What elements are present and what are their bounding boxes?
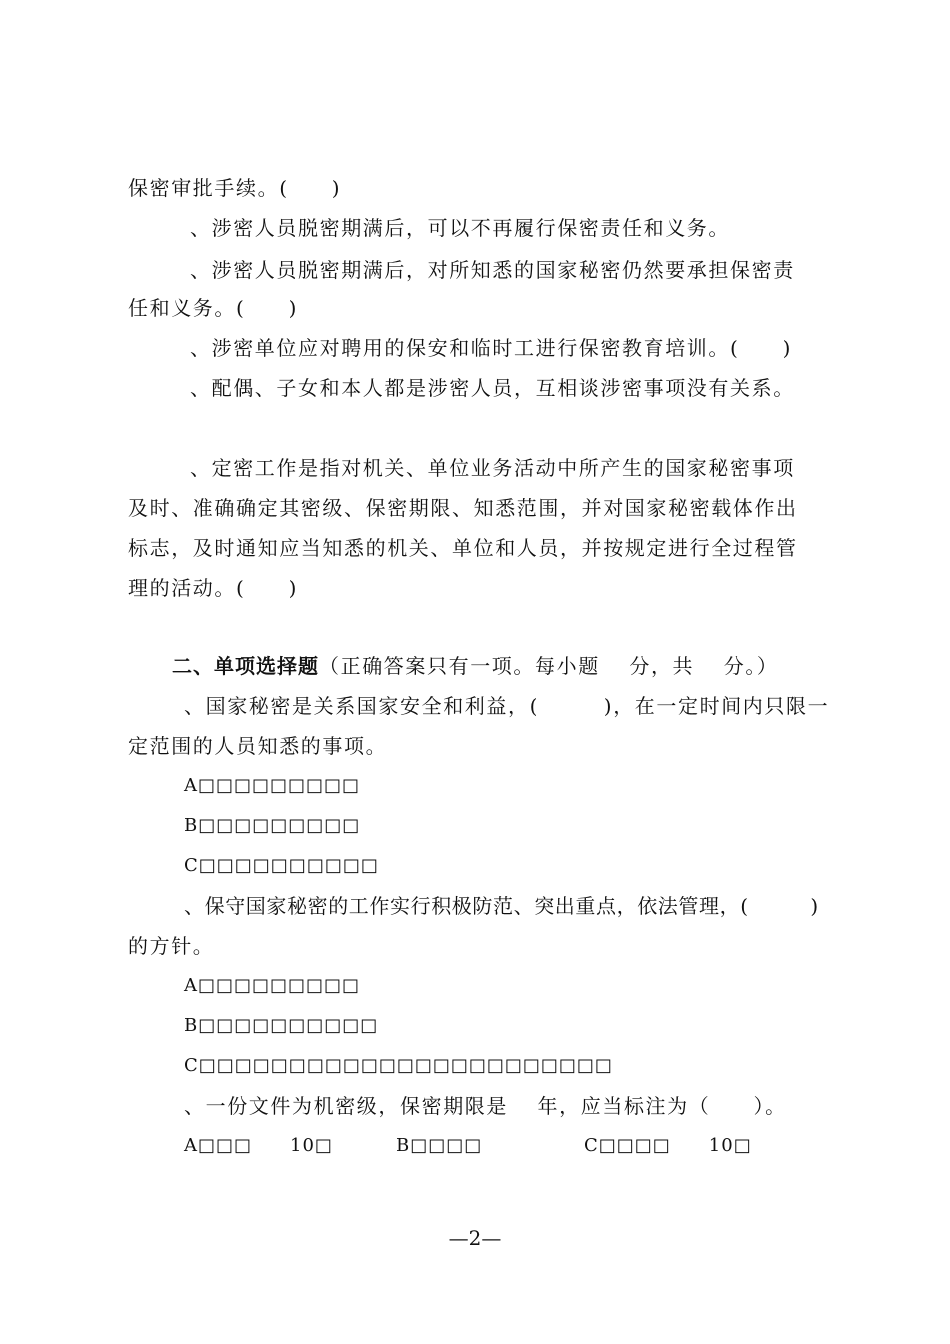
page-number: —2— — [448, 1226, 502, 1250]
option-c: C□□□□ 10□ — [584, 1135, 752, 1156]
option-b: B□□□□□□□□□□ — [184, 1015, 379, 1036]
judge-item-text: 、涉密人员脱密期满后，可以不再履行保密责任和义务。 — [190, 216, 730, 240]
section-title: 二、单项选择题 — [172, 654, 319, 678]
question-text: 定范围的人员知悉的事项。 — [128, 734, 388, 758]
judge-item-text: 、涉密人员脱密期满后，对所知悉的国家秘密仍然要承担保密责 — [190, 258, 795, 282]
option-a: A□□□ 10□ — [184, 1135, 333, 1156]
judge-item-text: 及时、准确确定其密级、保密期限、知悉范围，并对国家秘密载体作出 — [128, 496, 798, 520]
question-text: 、国家秘密是关系国家安全和利益，( )，在一定时间内只限一 — [184, 694, 830, 718]
option-b: B□□□□□□□□□ — [184, 815, 361, 836]
option-a: A□□□□□□□□□ — [184, 775, 361, 796]
judge-item-text: 标志，及时通知应当知悉的机关、单位和人员，并按规定进行全过程管 — [128, 536, 798, 560]
judge-item-text: 、涉密单位应对聘用的保安和临时工进行保密教育培训。( ) — [190, 336, 793, 360]
section-note: （正确答案只有一项。每小题 分，共 分。） — [319, 654, 779, 678]
judge-item-text: 任和义务。( ) — [128, 296, 299, 320]
judge-item-text: 、定密工作是指对机关、单位业务活动中所产生的国家秘密事项 — [190, 456, 795, 480]
judge-line-1: 保密审批手续。( ) — [128, 176, 342, 200]
judge-item-text: 理的活动。( ) — [128, 576, 299, 600]
question-text: 、一份文件为机密级，保密期限是 年，应当标注为（ ）。 — [184, 1094, 787, 1118]
option-c: C□□□□□□□□□□□□□□□□□□□□□□□ — [184, 1055, 613, 1076]
option-a: A□□□□□□□□□ — [184, 975, 361, 996]
question-text: 、保守国家秘密的工作实行积极防范、突出重点，依法管理，( ) — [184, 894, 819, 918]
question-text: 的方针。 — [128, 934, 215, 958]
section-heading — [172, 652, 779, 680]
option-c: C□□□□□□□□□□ — [184, 855, 379, 876]
judge-item-text: 、配偶、子女和本人都是涉密人员，互相谈涉密事项没有关系。 — [190, 376, 795, 400]
option-b: B□□□□ — [396, 1135, 483, 1156]
